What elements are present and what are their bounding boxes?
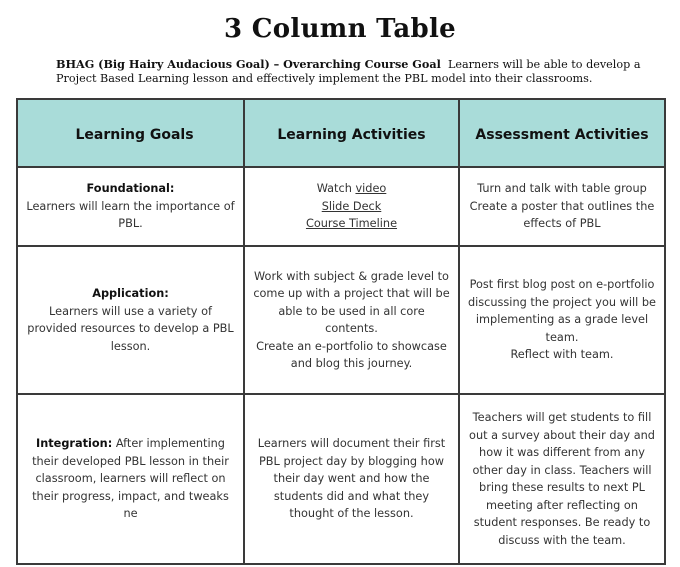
assessment-text: Post first blog post on e-portfolio discussing the project you will be implementing as a grade level team. — [467, 278, 657, 344]
course-goal-intro — [56, 57, 646, 86]
assessment-text: Turn and talk with table group Create a poster that outlines the effects of PBL — [469, 182, 655, 231]
goal-cell — [17, 167, 244, 246]
course-goal-text: Learners will be able to develop a Project Based Learning lesson and effectively implement the PBL model into their classrooms. — [56, 58, 641, 85]
goal-cell — [17, 246, 244, 394]
table-row-application — [17, 246, 665, 394]
activity-cell — [244, 167, 459, 246]
activity-watch-line — [251, 180, 452, 198]
header-assessment-activities: Assessment Activities — [459, 99, 665, 167]
goal-text: Learners will learn the importance of PBL. — [26, 199, 235, 231]
activity-text: Learners will document their first PBL project day by blogging how their day went and how the students did and what they thought of the lesson. — [257, 437, 446, 521]
goal-text: Learners will use a variety of provided resources to develop a PBL lesson. — [27, 304, 234, 353]
activity-watch-prefix: Watch — [316, 182, 352, 196]
assessment-text: Teachers will get students to fill out a survey about their day and how it was different from any other day in class. Teachers will bring these results to next PL meeting after reflecting on student responses. Be ready to discuss with the team. — [469, 411, 655, 547]
goal-label: Foundational: — [86, 182, 175, 196]
goal-cell — [17, 394, 244, 564]
activity-cell — [244, 394, 459, 564]
assessment-text: Reflect with team. — [510, 348, 614, 362]
table-row-integration — [17, 394, 665, 564]
header-learning-goals: Learning Goals — [17, 99, 244, 167]
assessment-cell — [459, 394, 665, 564]
activity-text: Work with subject & grade level to come up with a project that will be able to be used in all core contents. — [253, 269, 450, 335]
page-title: 3 Column Table — [224, 14, 456, 44]
goal-label: Application: — [92, 287, 169, 300]
activity-text: Create an e-portfolio to showcase and blog this journey. — [256, 339, 447, 370]
table-header-row — [17, 99, 665, 167]
three-column-table — [16, 98, 666, 565]
goal-text: After implementing their developed PBL lesson in their classroom, learners will reflect on their progress, impact, and tweaks ne — [32, 437, 229, 521]
course-timeline-link[interactable]: Course Timeline — [305, 217, 398, 231]
video-link[interactable]: video — [355, 182, 387, 196]
table-row-foundational — [17, 167, 665, 246]
course-goal-heading: BHAG (Big Hairy Audacious Goal) – Overarching Course Goal — [56, 57, 441, 71]
assessment-cell — [459, 167, 665, 246]
activity-cell — [244, 246, 459, 394]
header-learning-activities: Learning Activities — [244, 99, 459, 167]
goal-label: Integration: — [36, 437, 113, 451]
assessment-cell — [459, 246, 665, 394]
slide-deck-link[interactable]: Slide Deck — [321, 199, 382, 213]
